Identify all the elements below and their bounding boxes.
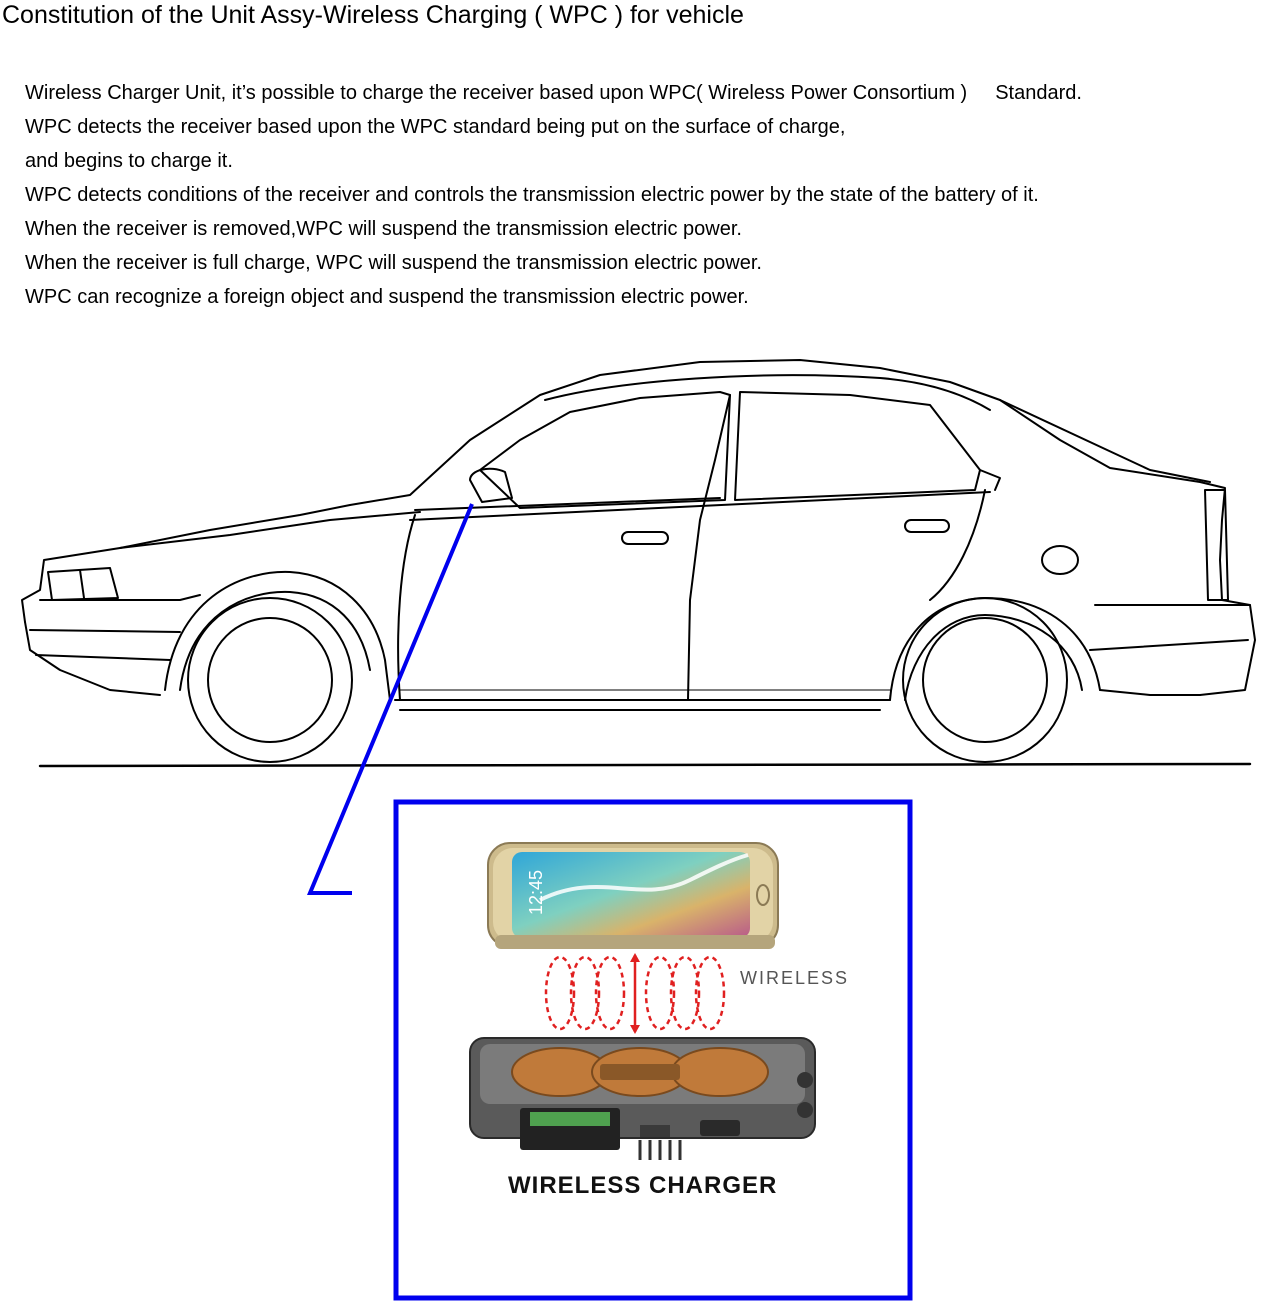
charger-label: WIRELESS CHARGER [508, 1172, 778, 1199]
wireless-field-icon [546, 953, 724, 1034]
description-line-6: When the receiver is full charge, WPC will suspend the transmission electric power. [25, 252, 762, 274]
description-line-1-tail: Standard. [995, 82, 1082, 104]
description-line-5: When the receiver is removed,WPC will suspend the transmission electric power. [25, 218, 742, 240]
page-title: Constitution of the Unit Assy-Wireless Charging ( WPC ) for vehicle [2, 1, 744, 29]
wireless-charger-unit [470, 1038, 815, 1160]
callout-connector [310, 504, 472, 893]
description-line-1-main: Wireless Charger Unit, it’s possible to charge the receiver based upon WPC( Wireless Power Consortium ) [25, 82, 968, 104]
smartphone-receiver [488, 843, 778, 949]
description-line-4: WPC detects conditions of the receiver and controls the transmission electric power by the state of the battery of it. [25, 184, 1039, 206]
callout-leader-line [310, 504, 472, 893]
phone-clock: 12:45 [526, 869, 546, 915]
description-line-3: and begins to charge it. [25, 150, 233, 172]
car-side-view-illustration [22, 360, 1255, 766]
description-line-7: WPC can recognize a foreign object and suspend the transmission electric power. [25, 286, 749, 308]
wireless-label: WIRELESS [740, 968, 850, 988]
description-line-2: WPC detects the receiver based upon the WPC standard being put on the surface of charge, [25, 116, 846, 138]
